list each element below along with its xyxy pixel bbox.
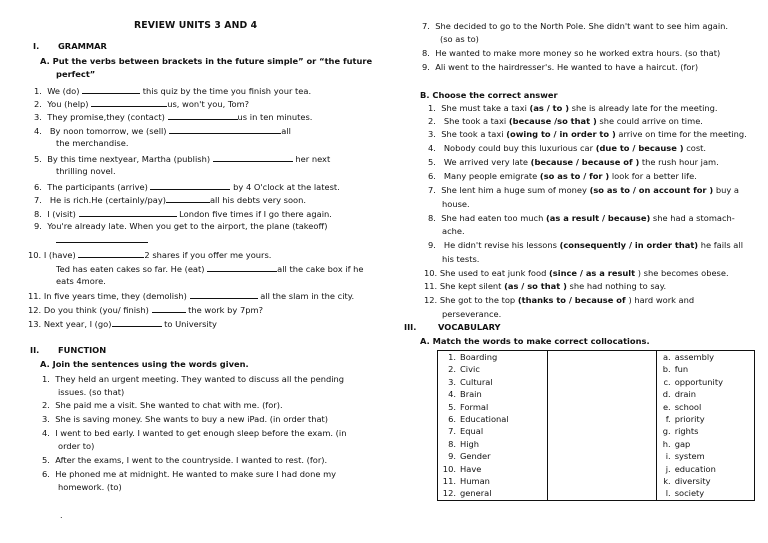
vocabulary-task-a: A. Match the words to make correct collocations. [420,336,650,346]
choice-item-cont: house. [442,199,470,209]
choice-item: 12. She got to the top (thanks to / because of ) hard work and [424,295,695,305]
choice-item: 8. She had eaten too much (as a result / because) she had a stomach- [428,213,735,223]
vocab-right-item: i. system [665,451,705,462]
choice-options[interactable]: (because / because of ) [530,157,640,167]
choice-options[interactable]: (because /so that ) [508,116,597,126]
vocab-right-item: k. diversity [663,475,711,486]
vocab-left-item: 6. Educational [448,413,509,424]
grammar-item: 5. By this time nextyear, Martha (publish) her next [34,154,331,164]
vocab-right-item: e. school [662,401,702,412]
vocab-left-item: 4. Brain [448,389,482,400]
grammar-item-cont: the merchandise. [56,138,129,148]
section-number: II. [30,345,40,355]
grammar-item: 9. You're already late. When you get to the airport, the plane (takeoff) [34,221,328,231]
grammar-item: 8. I (visit) London five times if I go there again. [34,209,332,219]
section-heading-vocabulary: VOCABULARY [438,322,501,332]
vocab-right-item: b. fun [662,364,689,375]
choice-item-cont: ache. [442,226,465,236]
choice-item: 9. He didn't revise his lessons (consequently / in order that) he fails all [428,240,744,250]
page-title: REVIEW UNITS 3 AND 4 [134,20,258,31]
choice-options[interactable]: (as / to ) [529,103,570,113]
choice-options[interactable]: (as / so that ) [504,281,567,291]
grammar-item: 12. Do you think (you/ finish) the work by 7pm? [28,305,263,315]
grammar-item: 3. They promise,they (contact) us in ten minutes. [34,112,313,122]
vocab-right-item: c. opportunity [663,376,724,387]
function-task-b: B. Choose the correct answer [420,90,558,100]
vocab-left-item: 1. Boarding [448,352,498,362]
choice-options[interactable]: (consequently / in order that) [559,240,699,250]
answer-column[interactable] [548,351,657,501]
choice-item: 1. She must take a taxi (as / to ) she is already late for the meeting. [428,103,718,113]
grammar-item-cont: eats 4more. [56,276,106,286]
answer-blank[interactable] [79,208,177,217]
collocation-table [437,350,755,501]
section-heading-function: FUNCTION [58,345,107,355]
vocab-right-item: a. assembly [662,352,715,362]
vocab-left-item: 10. Have [442,463,482,474]
grammar-task-a-cont: perfect” [56,69,96,79]
vocab-left-item: 2. Civic [448,364,480,375]
function-item: 7. She decided to go to the North Pole. She didn't want to see him again. [422,21,729,31]
function-item: 8. He wanted to make more money so he worked extra hours. (so that) [422,48,721,58]
choice-item-cont: his tests. [442,254,480,264]
function-item-cont: order to) [58,441,95,451]
answer-blank[interactable] [56,234,148,243]
grammar-item: 6. The participants (arrive) by 4 O'clock at the latest. [34,182,340,192]
function-item-cont: (so as to) [440,34,479,44]
vocab-right-item: h. gap [662,438,691,449]
grammar-item: 11. In five years time, they (demolish) all the slam in the city. [28,291,355,301]
left-words-column [438,351,548,501]
vocab-right-item: j. education [665,463,716,474]
function-task-a: A. Join the sentences using the words given. [40,359,249,369]
choice-item: 6. Many people emigrate (so as to / for ) look for a better life. [428,171,697,181]
vocab-right-item: l. society [665,488,705,499]
answer-blank[interactable] [166,194,210,203]
function-item: 3. She is saving money. She wants to buy a new iPad. (in order that) [42,414,329,424]
section-number: I. [33,41,40,51]
choice-item: 4. Nobody could buy this luxurious car (due to / because ) cost. [428,143,707,153]
answer-blank[interactable] [150,181,230,190]
choice-options[interactable]: (as a result / because) [546,213,651,223]
vocab-left-item: 8. High [448,438,480,449]
choice-options[interactable]: (thanks to / because of [517,295,629,305]
choice-options[interactable]: (due to / because ) [595,143,684,153]
grammar-item: 7. He is rich.He (certainly/pay) all his debts very soon. [34,195,307,205]
vocab-left-item: 12. general [442,488,492,499]
section-number: III. [404,322,417,332]
answer-blank[interactable] [190,290,258,299]
choice-options[interactable]: (so as to / on account for ) [589,185,714,195]
answer-blank[interactable] [112,318,162,327]
vocab-right-item: f. priority [665,413,705,424]
vocab-left-item: 3. Cultural [448,376,493,387]
right-words-column [656,351,754,501]
function-item: 9. Ali went to the hairdresser's. He wanted to have a haircut. (for) [422,62,699,72]
grammar-item: 2. You (help) us, won't you, Tom? [34,99,250,109]
stray-mark: . [60,511,63,520]
choice-item: 11. She kept silent (as / so that ) she had nothing to say. [424,281,667,291]
vocab-right-item: d. drain [662,389,697,400]
answer-blank[interactable] [78,249,144,258]
choice-item-cont: perseverance. [442,309,502,319]
choice-item: 5. We arrived very late (because / because of ) the rush hour jam. [428,157,719,167]
function-item-cont: homework. (to) [58,482,122,492]
function-item-cont: issues. (so that) [58,387,125,397]
grammar-item: 4. By noon tomorrow, we (sell) all [34,126,291,136]
grammar-item: 10. I (have) 2 shares if you offer me yours. [28,250,272,260]
vocab-right-item: g. rights [662,426,699,437]
grammar-item-cont: Ted has eaten cakes so far. He (eat) all the cake box if he [56,264,364,274]
section-heading-grammar: GRAMMAR [58,41,107,51]
choice-item: 3. She took a taxi (owing to / in order to ) arrive on time for the meeting. [428,129,747,139]
answer-blank[interactable] [82,85,140,94]
vocab-left-item: 5. Formal [448,401,489,412]
vocab-left-item: 9. Gender [448,451,491,462]
choice-item: 2. She took a taxi (because /so that ) she could arrive on time. [428,116,703,126]
answer-blank[interactable] [168,111,238,120]
vocab-left-item: 7. Equal [448,426,484,437]
grammar-task-a: A. Put the verbs between brackets in the future simple” or “the future [40,56,373,66]
function-item: 5. After the exams, I went to the countryside. I wanted to rest. (for). [42,455,328,465]
choice-options[interactable]: (since / as a result [549,268,636,278]
answer-blank[interactable] [207,263,277,272]
answer-blank[interactable] [213,153,293,162]
function-item: 1. They held an urgent meeting. They wanted to discuss all the pending [42,374,345,384]
choice-options[interactable]: (owing to / in order to ) [506,129,616,139]
answer-blank[interactable] [152,304,186,313]
grammar-item-cont [56,234,148,244]
grammar-item-cont: thrilling novel. [56,166,116,176]
answer-blank[interactable] [169,125,281,134]
choice-item: 7. She lent him a huge sum of money (so as to / on account for ) buy a [428,185,739,195]
function-item: 2. She paid me a visit. She wanted to chat with me. (for). [42,400,283,410]
grammar-item: 13. Next year, I (go) to University [28,319,217,329]
grammar-item: 1. We (do) this quiz by the time you finish your tea. [34,86,312,96]
vocab-left-item: 11. Human [442,475,490,486]
answer-blank[interactable] [91,98,167,107]
choice-item: 10. She used to eat junk food (since / as a result ) she becomes obese. [424,268,729,278]
choice-options[interactable]: (so as to / for ) [539,171,610,181]
function-item: 4. I went to bed early. I wanted to get enough sleep before the exam. (in [42,428,347,438]
function-item: 6. He phoned me at midnight. He wanted to make sure I had done my [42,469,337,479]
